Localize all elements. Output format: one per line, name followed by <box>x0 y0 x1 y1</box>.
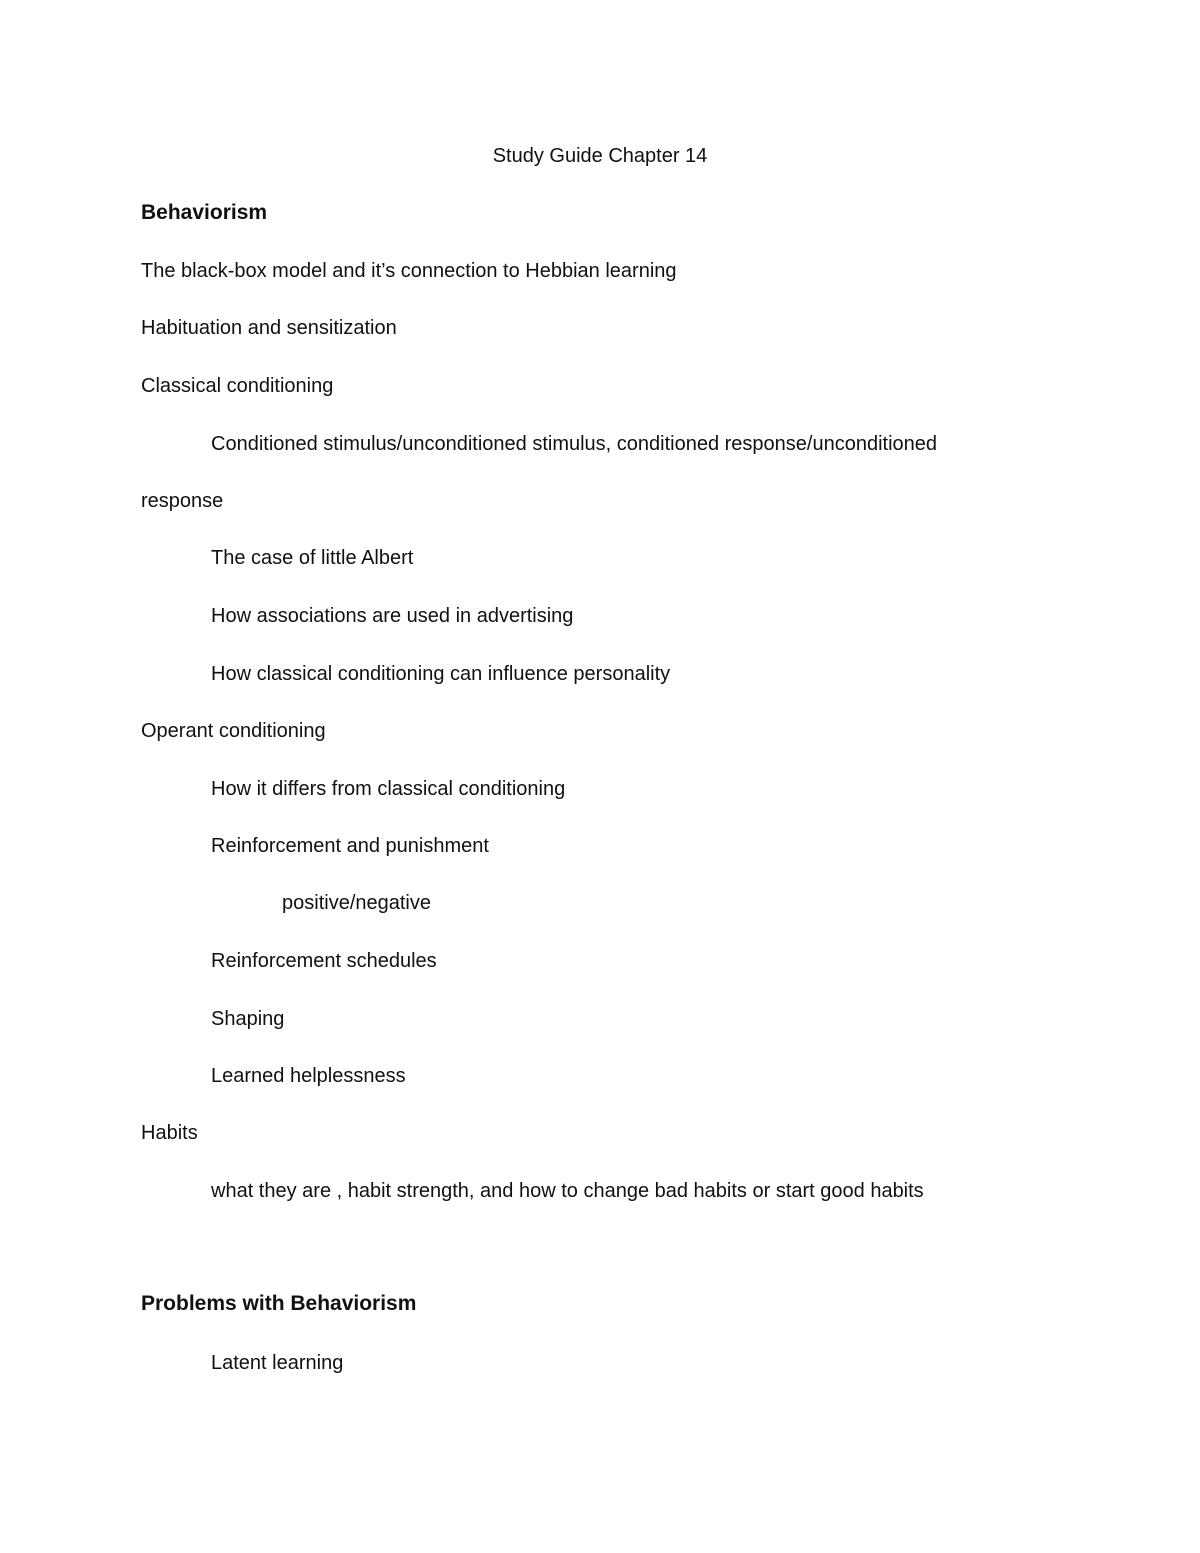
subitem-stimulus-response: Conditioned stimulus/unconditioned stimulus, conditioned response/unconditioned <box>211 433 938 455</box>
subitem-differs-from-classical: How it differs from classical conditioning <box>211 778 566 800</box>
item-blackbox-model: The black-box model and it’s connection to Hebbian learning <box>141 260 677 282</box>
subitem-personality: How classical conditioning can influence personality <box>211 663 671 685</box>
section-heading-behaviorism: Behaviorism <box>141 201 268 224</box>
subitem-learned-helplessness: Learned helplessness <box>211 1065 406 1087</box>
item-classical-conditioning: Classical conditioning <box>141 375 334 397</box>
section-heading-problems: Problems with Behaviorism <box>141 1292 417 1315</box>
subitem-reinforcement-schedules: Reinforcement schedules <box>211 950 437 972</box>
document-title: Study Guide Chapter 14 <box>492 145 708 167</box>
subitem-reinforcement-punishment: Reinforcement and punishment <box>211 835 489 857</box>
subitem-advertising: How associations are used in advertising <box>211 605 574 627</box>
subsubitem-positive-negative: positive/negative <box>282 892 431 914</box>
subitem-habits-detail: what they are , habit strength, and how to change bad habits or start good habits <box>211 1180 924 1202</box>
subitem-little-albert: The case of little Albert <box>211 547 414 569</box>
subitem-shaping: Shaping <box>211 1008 285 1030</box>
subitem-latent-learning: Latent learning <box>211 1352 344 1374</box>
item-habituation: Habituation and sensitization <box>141 317 397 339</box>
subitem-stimulus-response-continued: response <box>141 490 224 512</box>
item-operant-conditioning: Operant conditioning <box>141 720 326 742</box>
item-habits: Habits <box>141 1122 198 1144</box>
